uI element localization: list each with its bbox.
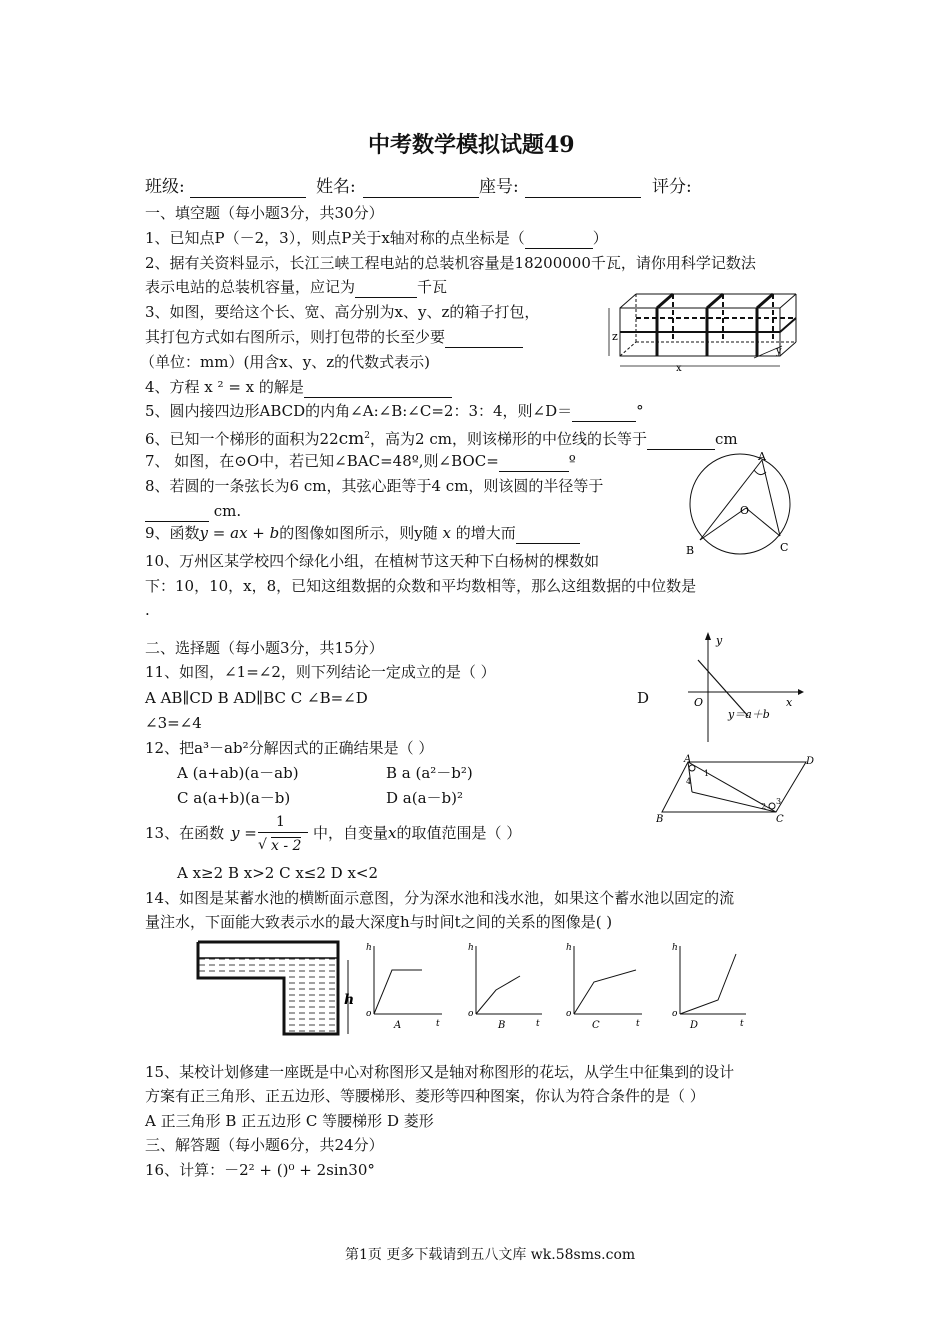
graph-d-label: D bbox=[690, 1020, 699, 1030]
angle-label-3: 3 bbox=[776, 797, 782, 806]
pool-figure bbox=[188, 938, 360, 1040]
seat-field[interactable] bbox=[525, 177, 641, 198]
seat-label: 座号: bbox=[479, 177, 519, 197]
line-label: y＝a＋b bbox=[728, 708, 770, 721]
class-field[interactable] bbox=[190, 177, 306, 198]
question-3-line-3: （单位：mm）(用含x、y、z的代数式表示) bbox=[140, 353, 430, 371]
question-12: 12、把a³－ab²分解因式的正确结果是（ ） bbox=[145, 739, 434, 757]
graph-d-t: t bbox=[740, 1019, 744, 1029]
question-1: 1、已知点P（－2，3），则点P关于x轴对称的点坐标是（ ） bbox=[145, 229, 608, 247]
angle-label-2: 2 bbox=[761, 802, 767, 811]
para-label-c: C bbox=[776, 814, 784, 824]
section-2-heading: 二、选择题（每小题3分，共15分） bbox=[145, 639, 384, 657]
sqrt-icon: √ bbox=[258, 837, 267, 853]
graph-d-h: h bbox=[672, 943, 678, 953]
graph-c-h: h bbox=[566, 943, 572, 953]
question-2-line-1: 2、据有关资料显示，长江三峡工程电站的总装机容量是18200000千瓦，请你用科学记数法 bbox=[145, 254, 756, 272]
question-9: 9、函数y = ax + b的图像如图所示，则y随 x 的增大而 bbox=[145, 523, 580, 544]
question-8-line-1: 8、若圆的一条弦长为6 cm，其弦心距等于4 cm，则该圆的半径等于 bbox=[145, 477, 604, 495]
question-13-prefix: 13、在函数 bbox=[145, 824, 225, 842]
question-10-line-3: . bbox=[145, 601, 150, 619]
axis-label-o: O bbox=[694, 696, 704, 709]
graph-a-o: o bbox=[366, 1009, 372, 1019]
para-label-b: B bbox=[656, 814, 664, 824]
graph-d-o: o bbox=[672, 1009, 678, 1019]
question-15-line-2: 方案有正三角形、正五边形、等腰梯形、菱形等四种图案，你认为符合条件的是（ ） bbox=[145, 1087, 705, 1105]
circle-label-a: A bbox=[758, 450, 766, 463]
question-7: 7、 如图，在⊙O中，若已知∠BAC=48º,则∠BOC= º bbox=[145, 452, 576, 470]
question-3-line-2: 其打包方式如右图所示，则打包带的长至少要 bbox=[145, 327, 523, 348]
circle-label-b: B bbox=[686, 544, 695, 557]
question-11-option-d-text: ∠3=∠4 bbox=[145, 714, 202, 732]
question-12-option-c: C a(a+b)(a－b) bbox=[177, 789, 291, 807]
question-4: 4、方程 x ² = x 的解是 bbox=[145, 377, 452, 398]
para-label-d: D bbox=[806, 756, 815, 767]
question-14-line-2: 量注水，下面能大致表示水的最大深度h与时间t之间的关系的图像是( ) bbox=[145, 913, 613, 931]
class-label: 班级: bbox=[145, 177, 185, 197]
section-3-heading: 三、解答题（每小题6分，共24分） bbox=[145, 1136, 384, 1154]
question-5: 5、圆内接四边形ABCD的内角∠A:∠B:∠C=2：3：4，则∠D＝ ° bbox=[145, 402, 644, 420]
angle-label-4: 4 bbox=[686, 777, 692, 786]
box-label-z: z bbox=[612, 330, 618, 343]
graph-a-label: A bbox=[394, 1020, 402, 1030]
question-12-option-d: D a(a－b)² bbox=[386, 789, 463, 807]
score-label: 评分: bbox=[652, 177, 692, 197]
graph-b-o: o bbox=[468, 1009, 474, 1019]
fraction-bar bbox=[258, 832, 308, 833]
circle-label-o: O bbox=[740, 504, 750, 517]
pool-label-h: h bbox=[344, 992, 355, 1008]
para-label-a: A bbox=[684, 754, 692, 765]
question-10-line-1: 10、万州区某学校四个绿化小组，在植树节这天种下白杨树的棵数如 bbox=[145, 552, 600, 570]
question-2-line-2: 表示电站的总装机容量，应记为 千瓦 bbox=[145, 278, 448, 296]
linear-graph-figure bbox=[686, 632, 804, 744]
graph-b-label: B bbox=[498, 1020, 506, 1030]
graph-a-t: t bbox=[436, 1019, 440, 1029]
question-16: 16、计算：－2² + ()⁰ + 2sin30° bbox=[145, 1161, 375, 1179]
question-13-numerator: 1 bbox=[276, 814, 285, 830]
section-1-heading: 一、填空题（每小题3分，共30分） bbox=[145, 204, 384, 222]
question-14-line-1: 14、如图是某蓄水池的横断面示意图，分为深水池和浅水池，如果这个蓄水池以固定的流 bbox=[145, 889, 735, 907]
page-footer: 第1页 更多下载请到五八文库 wk.58sms.com bbox=[345, 1247, 636, 1263]
parallelogram-figure bbox=[656, 754, 822, 824]
graph-a-h: h bbox=[366, 943, 372, 953]
box-figure bbox=[604, 288, 804, 372]
circle-label-c: C bbox=[780, 541, 789, 554]
question-12-option-a: A (a+ab)(a－ab) bbox=[177, 764, 299, 782]
question-10-line-2: 下：10，10，x，8，已知这组数据的众数和平均数相等，那么这组数据的中位数是 bbox=[145, 577, 697, 595]
graph-b-h: h bbox=[468, 943, 474, 953]
question-13-options: A x≥2 B x>2 C x≤2 D x<2 bbox=[177, 864, 379, 882]
question-11-option-d: D bbox=[637, 689, 650, 707]
box-label-x: x bbox=[676, 363, 682, 372]
angle-label-1: 1 bbox=[704, 769, 710, 778]
graph-c-t: t bbox=[636, 1019, 640, 1029]
question-15-options: A 正三角形 B 正五边形 C 等腰梯形 D 菱形 bbox=[145, 1112, 434, 1130]
question-13-y: y = bbox=[231, 824, 257, 842]
page-title: 中考数学模拟试题49 bbox=[368, 132, 575, 158]
graph-a[interactable] bbox=[364, 940, 454, 1030]
question-6: 6、已知一个梯形的面积为$22cm^2$，高为2 cm，则该梯形的中位线的长等于 cm bbox=[145, 429, 738, 449]
question-8-line-2: cm. bbox=[145, 501, 241, 522]
axis-label-x: x bbox=[786, 696, 793, 709]
name-label: 姓名: bbox=[316, 177, 356, 197]
graph-c-o: o bbox=[566, 1009, 572, 1019]
question-11-options: A AB∥CD B AD∥BC C ∠B=∠D bbox=[145, 689, 368, 707]
question-13-text: 中，自变量x的取值范围是（ ） bbox=[313, 824, 522, 842]
circle-figure bbox=[680, 448, 800, 560]
axis-label-y: y bbox=[716, 634, 723, 647]
name-field[interactable] bbox=[363, 177, 479, 198]
graph-b[interactable] bbox=[462, 940, 552, 1030]
graph-c[interactable] bbox=[562, 940, 654, 1030]
graph-b-t: t bbox=[536, 1019, 540, 1029]
graph-c-label: C bbox=[592, 1020, 600, 1030]
question-15-line-1: 15、某校计划修建一座既是中心对称图形又是轴对称图形的花坛，从学生中征集到的设计 bbox=[145, 1063, 735, 1081]
question-3-line-1: 3、如图，要给这个长、宽、高分别为x、y、z的箱子打包， bbox=[145, 303, 540, 321]
box-label-y: y bbox=[776, 346, 782, 357]
question-11: 11、如图，∠1=∠2，则下列结论一定成立的是（ ） bbox=[145, 663, 496, 681]
question-12-option-b: B a (a²－b²) bbox=[386, 764, 473, 782]
graph-d[interactable] bbox=[668, 940, 758, 1030]
question-13-denominator: x - 2 bbox=[271, 838, 302, 854]
